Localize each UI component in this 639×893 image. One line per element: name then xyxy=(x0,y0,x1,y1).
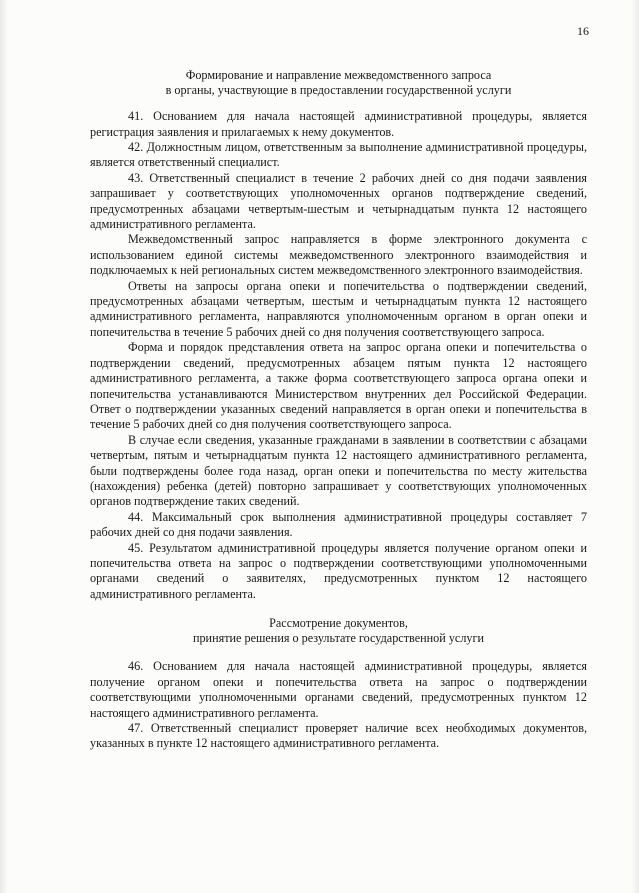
section-heading-request xyxy=(90,68,587,97)
section-heading-review xyxy=(90,616,587,645)
paragraph-answer-form: Форма и порядок представления ответа на запрос органа опеки и попечительства о подтверждении сведений, предусмотренных абзацем пятым пункта 12 настоящего административного регламента, а также форма соответствующего запроса органа опеки и попечительства устанавливаются Министерством внутренних дел Российской Федерации. Ответ о подтверждении указанных сведений направляется в орган опеки и попечительства в течение 5 рабочих дней со дня получения соответствующего запроса. xyxy=(90,340,587,432)
paragraph-46: 46. Основанием для начала настоящей административной процедуры, является получение органом опеки и попечительства ответа на запрос о подтверждении соответствующими уполномоченными органами сведений, предусмотренных пунктом 12 настоящего административного регламента. xyxy=(90,659,587,720)
paragraph-44: 44. Максимальный срок выполнения административной процедуры составляет 7 рабочих дней со дня подачи заявления. xyxy=(90,509,587,540)
heading-line: Рассмотрение документов, xyxy=(269,616,408,631)
paragraph-42: 42. Должностным лицом, ответственным за выполнение административной процедуры, является ответственный специалист. xyxy=(90,140,587,170)
page-number: 16 xyxy=(577,24,589,38)
paragraph-answers: Ответы на запросы органа опеки и попечительства о подтверждении сведений, предусмотренных абзацами четвертым, шестым и четырнадцатым пункта 12 настоящего административного регламента, направляются уполномоченным органом в орган опеки и попечительства в течение 5 рабочих дней со дня получения соответствующего запроса. xyxy=(90,278,587,339)
paragraph-41: 41. Основанием для начала настоящей административной процедуры, является регистрация заявления и прилагаемых к нему документов. xyxy=(90,109,587,139)
scan-edge-left xyxy=(0,0,8,893)
heading-line: Формирование и направление межведомственного запроса xyxy=(185,68,492,82)
paragraph-repeat-request: В случае если сведения, указанные гражданами в заявлении в соответствии с абзацами четвертым, пятым и четырнадцатым пункта 12 настоящего административного регламента, были подтверждены более года назад, орган опеки и попечительства по месту жительства (нахождения) ребенка (детей) повторно запрашивает у соответствующих уполномоченных органов подтверждение таких сведений. xyxy=(90,432,587,509)
paragraph-45: 45. Результатом административной процедуры является получение органом опеки и попечительства ответа на запрос о подтверждении соответствующими уполномоченными органами сведений о заявителях, предусмотренных пунктом 12 настоящего административного регламента. xyxy=(90,540,587,601)
scan-edge-right xyxy=(631,0,639,893)
heading-line: принятие решения о результате государственной услуги xyxy=(192,630,485,645)
document-body xyxy=(90,68,587,752)
paragraph-electronic-request: Межведомственный запрос направляется в форме электронного документа с использованием единой системы межведомственного электронного взаимодействия и подключаемых к ней региональных систем межведомственного электронного взаимодействия. xyxy=(90,232,587,278)
heading-line: в органы, участвующие в предоставлении государственной услуги xyxy=(165,82,512,97)
paragraph-43: 43. Ответственный специалист в течение 2 рабочих дней со дня подачи заявления запрашивает у соответствующих уполномоченных органов подтверждение сведений, предусмотренных абзацами четвертым-шестым и четырнадцатым пункта 12 настоящего административного регламента. xyxy=(90,170,587,232)
paragraph-47: 47. Ответственный специалист проверяет наличие всех необходимых документов, указанных в пункте 12 настоящего административного регламента. xyxy=(90,721,587,751)
